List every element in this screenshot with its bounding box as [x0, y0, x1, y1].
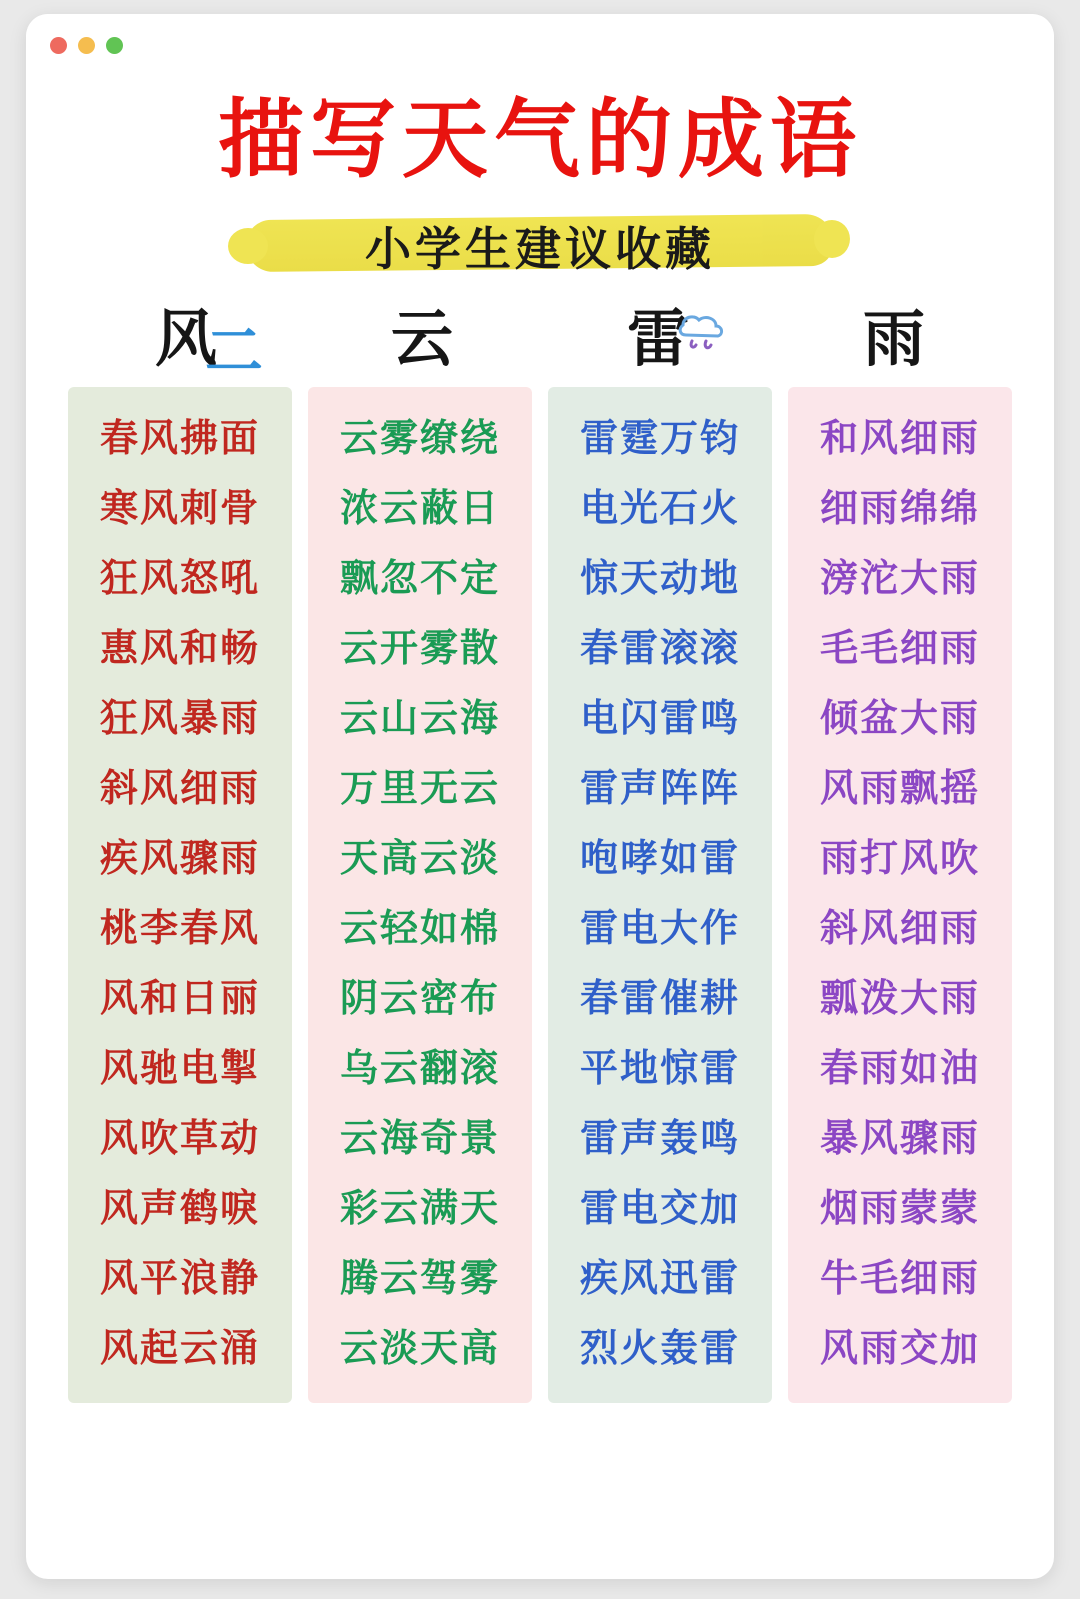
- list-item: 毛毛细雨: [819, 624, 980, 670]
- list-item: 疾风迅雷: [579, 1254, 740, 1300]
- idiom-column-cloud: [308, 387, 532, 1403]
- list-item: 咆哮如雷: [579, 834, 740, 880]
- window-titlebar: [26, 14, 1054, 76]
- list-item: 雷霆万钧: [579, 414, 740, 460]
- list-item: 惊天动地: [579, 554, 740, 600]
- list-item: 电闪雷鸣: [579, 694, 740, 740]
- list-item: 风雨交加: [819, 1324, 980, 1370]
- two-character-decoration: 二: [204, 316, 263, 385]
- list-item: 斜风细雨: [819, 904, 980, 950]
- list-item: 彩云满天: [339, 1184, 500, 1230]
- cloud-icon: [672, 309, 734, 365]
- list-item: 倾盆大雨: [819, 694, 980, 740]
- list-item: 暴风骤雨: [819, 1114, 980, 1160]
- list-item: 风平浪静: [99, 1254, 260, 1300]
- column-heading-wind: [68, 299, 304, 385]
- list-item: 和风细雨: [819, 414, 980, 460]
- list-item: 狂风暴雨: [99, 694, 260, 740]
- list-item: 春雷滚滚: [579, 624, 740, 670]
- list-item: 风起云涌: [99, 1324, 260, 1370]
- list-item: 惠风和畅: [99, 624, 260, 670]
- list-item: 细雨绵绵: [819, 484, 980, 530]
- list-item: 云轻如棉: [339, 904, 500, 950]
- list-item: 滂沱大雨: [819, 554, 980, 600]
- list-item: 腾云驾雾: [339, 1254, 500, 1300]
- close-button[interactable]: [50, 37, 67, 54]
- list-item: 瓢泼大雨: [819, 974, 980, 1020]
- list-item: 斜风细雨: [99, 764, 260, 810]
- idiom-column-rain: [788, 387, 1012, 1403]
- list-item: 飘忽不定: [339, 554, 500, 600]
- maximize-button[interactable]: [106, 37, 123, 54]
- column-heading-cloud: [304, 299, 540, 379]
- column-heading-rain: [776, 299, 1012, 379]
- list-item: 云山云海: [339, 694, 500, 740]
- list-item: 云海奇景: [339, 1114, 500, 1160]
- list-item: 烟雨蒙蒙: [819, 1184, 980, 1230]
- subtitle-area: [46, 195, 1034, 285]
- list-item: 乌云翻滚: [339, 1044, 500, 1090]
- column-heading-label: 云: [390, 301, 453, 375]
- list-item: 雷电大作: [579, 904, 740, 950]
- idiom-column-wind: [68, 387, 292, 1403]
- list-item: 阴云密布: [339, 974, 500, 1020]
- document-content: [26, 89, 1054, 1423]
- idiom-columns: [46, 387, 1034, 1423]
- list-item: 风雨飘摇: [819, 764, 980, 810]
- list-item: 云淡天高: [339, 1324, 500, 1370]
- list-item: 春雷催耕: [579, 974, 740, 1020]
- column-heading-label: 雷: [626, 301, 689, 375]
- list-item: 春风拂面: [99, 414, 260, 460]
- list-item: 云雾缭绕: [339, 414, 500, 460]
- column-headings: [46, 299, 1034, 385]
- list-item: 雷声轰鸣: [579, 1114, 740, 1160]
- list-item: 雨打风吹: [819, 834, 980, 880]
- list-item: 风声鹤唳: [99, 1184, 260, 1230]
- list-item: 电光石火: [579, 484, 740, 530]
- document-window: [26, 14, 1054, 1579]
- list-item: 寒风刺骨: [99, 484, 260, 530]
- page-title: 描写天气的成语: [218, 89, 862, 190]
- page-subtitle: 小学生建议收藏: [365, 221, 715, 276]
- column-heading-thunder: [540, 299, 776, 379]
- list-item: 浓云蔽日: [339, 484, 500, 530]
- list-item: 平地惊雷: [579, 1044, 740, 1090]
- list-item: 云开雾散: [339, 624, 500, 670]
- column-heading-label: 风: [154, 301, 217, 375]
- column-heading-label: 雨: [862, 301, 925, 375]
- idiom-column-thunder: [548, 387, 772, 1403]
- list-item: 风驰电掣: [99, 1044, 260, 1090]
- list-item: 万里无云: [339, 764, 500, 810]
- list-item: 桃李春风: [99, 904, 260, 950]
- list-item: 牛毛细雨: [819, 1254, 980, 1300]
- list-item: 雷声阵阵: [579, 764, 740, 810]
- list-item: 狂风怒吼: [99, 554, 260, 600]
- list-item: 天高云淡: [339, 834, 500, 880]
- list-item: 风和日丽: [99, 974, 260, 1020]
- minimize-button[interactable]: [78, 37, 95, 54]
- list-item: 烈火轰雷: [579, 1324, 740, 1370]
- list-item: 风吹草动: [99, 1114, 260, 1160]
- list-item: 疾风骤雨: [99, 834, 260, 880]
- list-item: 雷电交加: [579, 1184, 740, 1230]
- list-item: 春雨如油: [819, 1044, 980, 1090]
